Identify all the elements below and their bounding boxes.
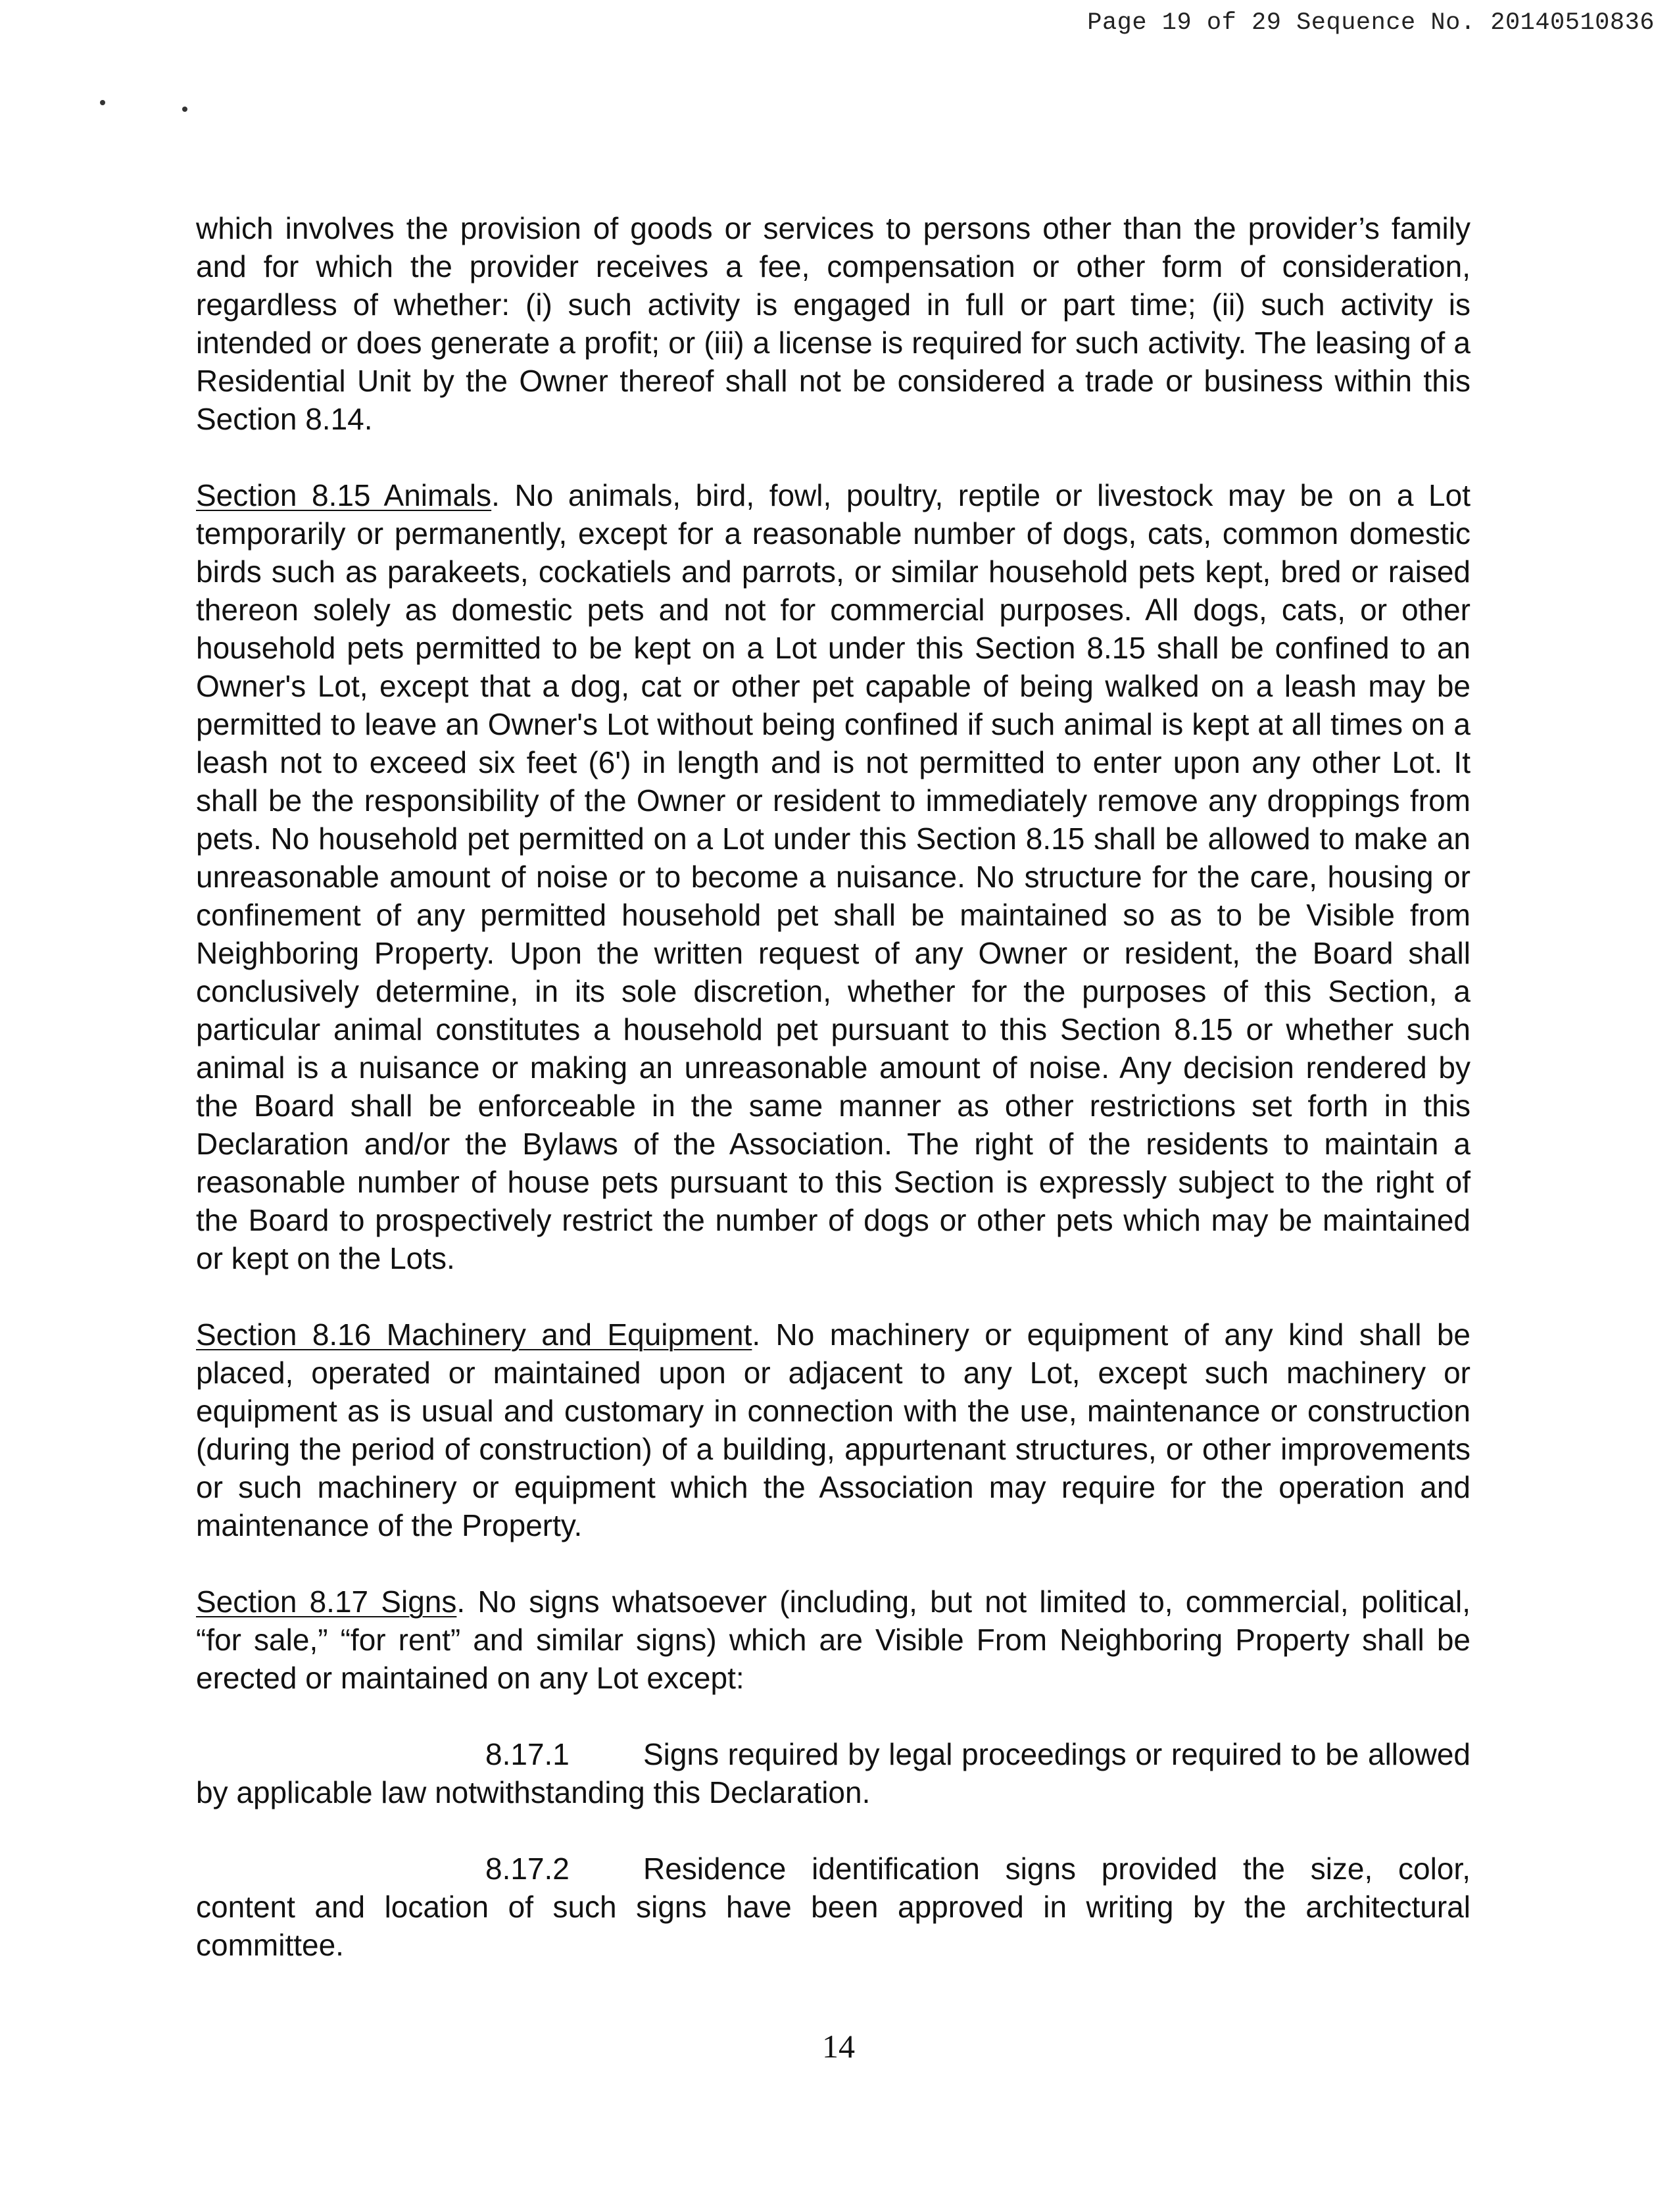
scan-speck-left — [100, 100, 105, 105]
subsection-8-17-1-number: 8.17.1 — [485, 1737, 570, 1771]
section-8-17-body: . No signs whatsoever (including, but not limited to, commercial, political, “for sale,” “for rent” and similar signs) which are Visible From Neighboring Property shall be erected or maintained on any Lot except: — [196, 1585, 1471, 1695]
subsection-8-17-2-number: 8.17.2 — [485, 1852, 570, 1886]
section-8-16-machinery — [196, 1315, 1470, 1544]
section-8-14-continuation: which involves the provision of goods or services to persons other than the provider’s family and for which the provider receives a fee, compensation or other form of consideration, regardless of whether: (i) such activity is engaged in full or part time; (ii) such activity is intended or does generate a profit; or (iii) a license is required for such activity. The leasing of a Residential Unit by the Owner thereof shall not be considered a trade or business within this Section 8.14. — [196, 211, 1470, 436]
sequence-header: Page 19 of 29 Sequence No. 20140510836 — [1087, 9, 1655, 37]
section-8-17-signs — [196, 1583, 1470, 1697]
section-8-15-animals — [196, 476, 1470, 1277]
subsection-8-17-1-text: Signs required by legal proceedings or required to be allowed by applicable law notwithstanding this Declaration. — [196, 1737, 1470, 1809]
subsection-8-17-1 — [196, 1735, 1470, 1811]
section-8-15-title: Section 8.15 Animals — [196, 478, 492, 512]
subsection-8-17-2-text: Residence identification signs provided the size, color, content and location of such signs have been approved in writing by the architectural committee. — [196, 1852, 1470, 1962]
document-body — [196, 209, 1470, 2002]
subsection-8-17-2 — [196, 1850, 1470, 1964]
section-8-16-title: Section 8.16 Machinery and Equipment — [196, 1317, 752, 1352]
page-number: 14 — [822, 2028, 855, 2065]
section-8-15-body: . No animals, bird, fowl, poultry, reptile or livestock may be on a Lot temporarily or permanently, except for a reasonable number of dogs, cats, common domestic birds such as parakeets, cockatiels and parrots, or similar household pets kept, bred or raised thereon solely as domestic pets and not for commercial purposes. All dogs, cats, or other household pets permitted to be kept on a Lot under this Section 8.15 shall be confined to an Owner's Lot, except that a dog, cat or other pet capable of being walked on a leash may be permitted to leave an Owner's Lot without being confined if such animal is kept at all times on a leash not to exceed six feet (6') in length and is not permitted to enter upon any other Lot. It shall be the responsibility of the Owner or resident to immediately remove any droppings from pets. No household pet permitted on a Lot under this Section 8.15 shall be allowed to make an unreasonable amount of noise or to become a nuisance. No structure for the care, housing or confinement of any permitted household pet shall be maintained so as to be Visible from Neighboring Property. Upon the written request of any Owner or resident, the Board shall conclusively determine, in its sole discretion, whether for the purposes of this Section, a particular animal constitutes a household pet pursuant to this Section 8.15 or whether such animal is a nuisance or making an unreasonable amount of noise. Any decision rendered by the Board shall be enforceable in the same manner as other restrictions set forth in this Declaration and/or the Bylaws of the Association. The right of the residents to maintain a reasonable number of house pets pursuant to this Section is expressly subject to the right of the Board to prospectively restrict the number of dogs or other pets which may be maintained or kept on the Lots. — [196, 478, 1470, 1275]
scan-speck-right — [182, 107, 187, 112]
section-8-17-title: Section 8.17 Signs — [196, 1585, 457, 1619]
section-8-16-body: . No machinery or equipment of any kind shall be placed, operated or maintained upon or adjacent to any Lot, except such machinery or equipment as is usual and customary in connection with the use, maintenance or construction (during the period of construction) of a building, appurtenant structures, or other improvements or such machinery or equipment which the Association may require for the operation and maintenance of the Property. — [196, 1317, 1470, 1542]
